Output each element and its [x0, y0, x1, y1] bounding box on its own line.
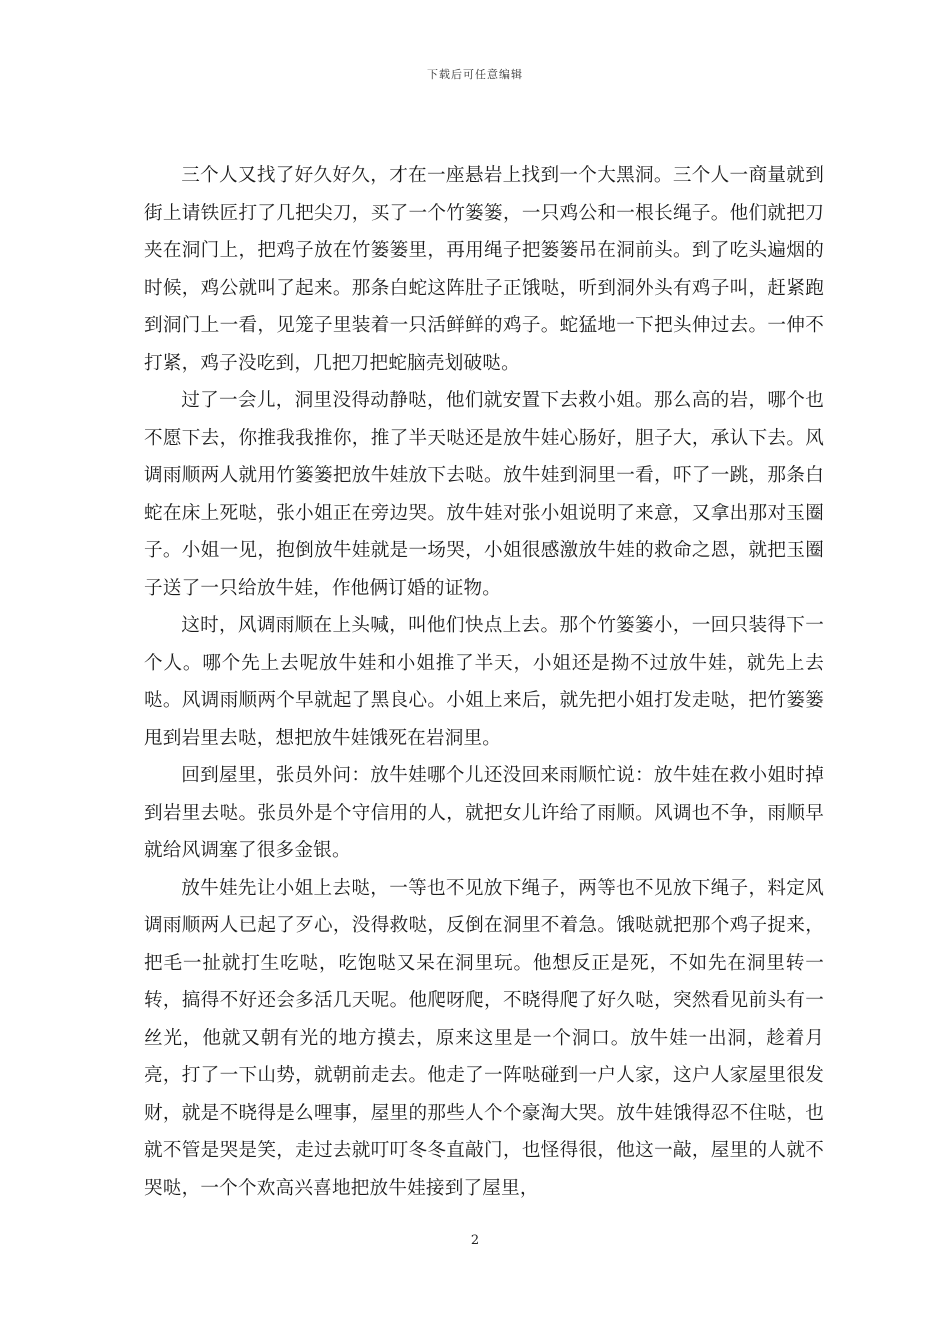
document-body: [144, 157, 824, 1207]
paragraph: 三个人又找了好久好久，才在一座悬岩上找到一个大黑洞。三个人一商量就到街上请铁匠打了几把尖刀，买了一个竹篓篓，一只鸡公和一根长绳子。他们就把刀夹在洞门上，把鸡子放在竹篓篓里，再用绳子把篓篓吊在洞前头。到了吃头遍烟的时候，鸡公就叫了起来。那条白蛇这阵肚子正饿哒，听到洞外头有鸡子叫，赶紧跑到洞门上一看，见笼子里装着一只活鲜鲜的鸡子。蛇猛地一下把头伸过去。一伸不打紧，鸡子没吃到，几把刀把蛇脑壳划破哒。: [144, 165, 824, 374]
page-number: 2: [470, 1233, 480, 1248]
page-header: 下载后可任意编辑: [427, 68, 523, 81]
paragraph: 放牛娃先让小姐上去哒，一等也不见放下绳子，两等也不见放下绳子，料定风调雨顺两人已起了歹心，没得救哒，反倒在洞里不着急。饿哒就把那个鸡子捉来，把毛一扯就打生吃哒，吃饱哒又呆在洞里玩。他想反正是死，不如先在洞里转一转，搞得不好还会多活几天呢。他爬呀爬，不晓得爬了好久哒，突然看见前头有一丝光，他就又朝有光的地方摸去，原来这里是一个洞口。放牛娃一出洞，趁着月亮，打了一下山势，就朝前走去。他走了一阵哒碰到一户人家，这户人家屋里很发财，就是不晓得是么哩事，屋里的那些人个个豪淘大哭。放牛娃饿得忍不住哒，也就不管是哭是笑，走过去就叮叮冬冬直敲门，也怪得很，他这一敲，屋里的人就不哭哒，一个个欢高兴喜地把放牛娃接到了屋里，: [144, 877, 824, 1199]
paragraph: 过了一会儿，洞里没得动静哒，他们就安置下去救小姐。那么高的岩，哪个也不愿下去，你推我我推你，推了半天哒还是放牛娃心肠好，胆子大，承认下去。风调雨顺两人就用竹篓篓把放牛娃放下去哒。放牛娃到洞里一看，吓了一跳，那条白蛇在床上死哒，张小姐正在旁边哭。放牛娃对张小姐说明了来意，又拿出那对玉圈子。小姐一见，抱倒放牛娃就是一场哭，小姐很感激放牛娃的救命之恩，就把玉圈子送了一只给放牛娃，作他俩订婚的证物。: [144, 390, 824, 599]
paragraph: 这时，风调雨顺在上头喊，叫他们快点上去。那个竹篓篓小，一回只装得下一个人。哪个先上去呢放牛娃和小姐推了半天，小姐还是拗不过放牛娃，就先上去哒。风调雨顺两个早就起了黑良心。小姐上来后，就先把小姐打发走哒，把竹篓篓甩到岩里去哒，想把放牛娃饿死在岩洞里。: [144, 615, 824, 749]
paragraph: 回到屋里，张员外问：放牛娃哪个儿还没回来雨顺忙说：放牛娃在救小姐时掉到岩里去哒。张员外是个守信用的人，就把女儿许给了雨顺。风调也不争，雨顺早就给风调塞了很多金银。: [144, 765, 824, 861]
